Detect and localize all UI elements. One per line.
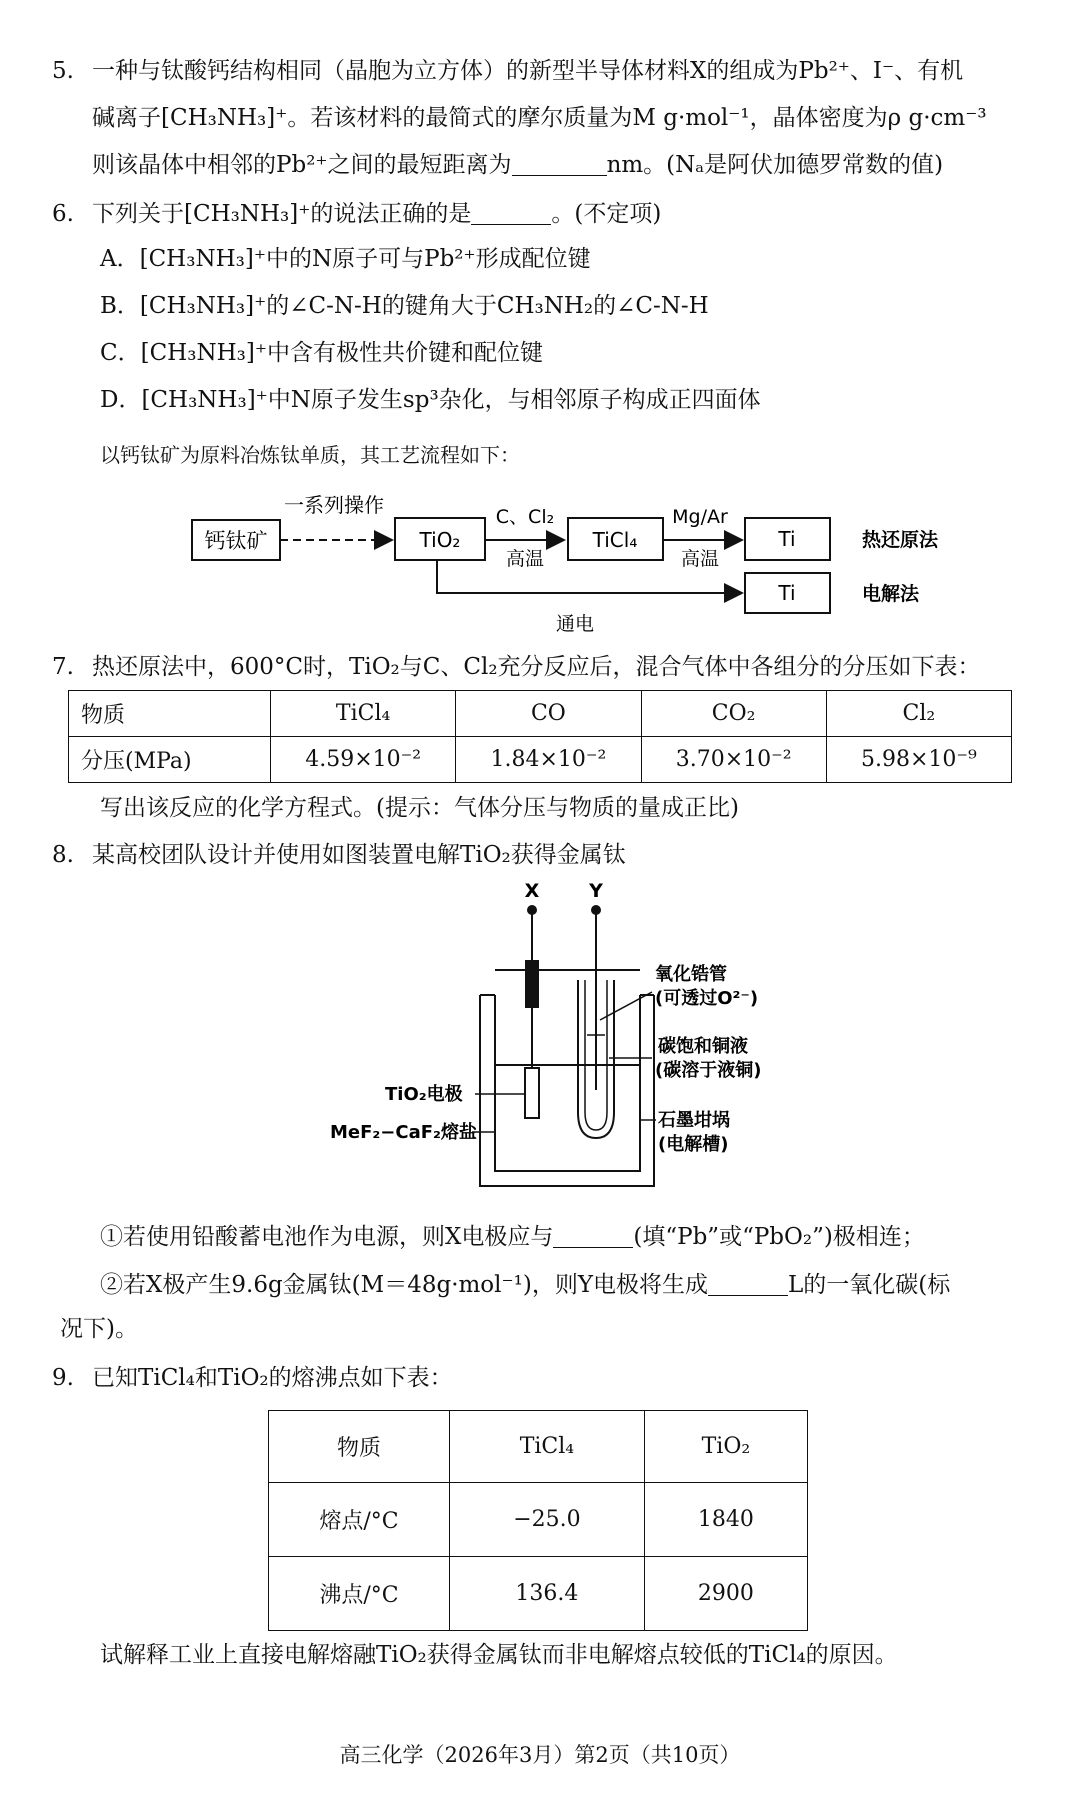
crucible-inner (495, 995, 640, 1171)
q8-sub2 (100, 1270, 950, 1300)
insulator-block (525, 960, 539, 1008)
q9-cell-2-0: 沸点/°C (269, 1557, 450, 1631)
salt-label: MeF₂−CaF₂熔盐 (330, 1122, 477, 1143)
q6-option-d: D．[CH₃NH₃]⁺中N原子发生sp³杂化，与相邻原子构成正四面体 (100, 387, 761, 413)
q8-sub2-blank[interactable] (708, 1273, 788, 1296)
q9-cell-0-1: TiCl₄ (450, 1411, 645, 1483)
crucible-label-2: (电解槽) (658, 1134, 729, 1155)
q9-cell-1-1: −25.0 (450, 1483, 645, 1557)
page-footer: 高三化学（2026年3月）第2页（共10页） (339, 1743, 741, 1767)
q5-text-1: 一种与钛酸钙结构相同（晶胞为立方体）的新型半导体材料X的组成为Pb²⁺、I⁻、有机 (92, 58, 964, 84)
terminal-x-label: X (524, 880, 540, 902)
q6-stem-a: 下列关于[CH₃NH₃]⁺的说法正确的是 (92, 201, 472, 227)
q5-number: 5. (52, 58, 74, 84)
q9-cell-2-1: 136.4 (450, 1557, 645, 1631)
q6-option-b: B．[CH₃NH₃]⁺的∠C-N-H的键角大于CH₃NH₂的∠C-N-H (100, 293, 709, 319)
q5-line-1 (52, 56, 963, 86)
q8-sub1-a: ①若使用铅酸蓄电池作为电源，则X电极应与 (100, 1224, 554, 1250)
q9-number: 9. (52, 1365, 74, 1391)
flow-cond2-bottom: 高温 (680, 548, 720, 570)
q9-stem-line (52, 1363, 453, 1393)
q7-table-header-row (69, 691, 1012, 737)
q9-task: 试解释工业上直接电解熔融TiO₂获得金属钛而非电解熔点较低的TiCl₄的原因。 (100, 1642, 898, 1668)
q9-cell-0-2: TiO₂ (644, 1411, 807, 1483)
q8-sub2-a: ②若X极产生9.6g金属钛(M＝48g·mol⁻¹)，则Y电极将生成 (100, 1272, 709, 1298)
terminal-y-label: Y (589, 880, 603, 902)
q8-sub2-b: L的一氧化碳(标 (788, 1272, 951, 1298)
flow-cond2-top: Mg/Ar (672, 506, 728, 528)
q7-task: 写出该反应的化学方程式。(提示：气体分压与物质的量成正比) (100, 795, 739, 821)
q9-cell-1-0: 熔点/°C (269, 1483, 450, 1557)
flow-ti-2: Ti (778, 581, 796, 605)
q7-stem: 热还原法中，600°C时，TiO₂与C、Cl₂充分反应后，混合气体中各组分的分压如下表： (92, 654, 981, 680)
flow-cond1-bottom: 高温 (505, 548, 545, 570)
flow-step1-label: 一系列操作 (284, 493, 384, 517)
q7-pressure-table (68, 690, 1012, 783)
flow-ticl4: TiCl₄ (592, 528, 638, 552)
q7-td-1: 4.59×10⁻² (271, 737, 456, 783)
q5-line-3 (92, 150, 943, 180)
q9-row-0 (269, 1411, 808, 1483)
q8-sub2-cont: 况下)。 (60, 1316, 138, 1342)
flow-cond1-top: C、Cl₂ (495, 506, 555, 528)
cu-label-2: (碳溶于液铜) (655, 1060, 762, 1081)
flow-intro: 以钙钛矿为原料冶炼钛单质，其工艺流程如下： (100, 443, 520, 467)
q7-stem-line (52, 652, 981, 682)
q6-stem (52, 199, 661, 229)
flow-cond3: 通电 (555, 613, 595, 635)
crucible-label-1: 石墨坩埚 (658, 1110, 730, 1131)
q9-stem: 已知TiCl₄和TiO₂的熔沸点如下表： (92, 1365, 453, 1391)
q9-cell-1-2: 1840 (644, 1483, 807, 1557)
tio2-electrode (525, 1068, 539, 1118)
q7-th-3: CO₂ (641, 691, 826, 737)
q5-text-3b: nm。(Nₐ是阿伏加德罗常数的值) (606, 152, 944, 178)
q9-row-1 (269, 1483, 808, 1557)
q7-th-2: CO (456, 691, 641, 737)
q7-number: 7. (52, 654, 74, 680)
q8-number: 8. (52, 842, 74, 868)
q9-cell-2-2: 2900 (644, 1557, 807, 1631)
q7-td-3: 3.70×10⁻² (641, 737, 826, 783)
q8-stem-line (52, 840, 626, 870)
q5-line-2: 碱离子[CH₃NH₃]⁺。若该材料的最简式的摩尔质量为M g·mol⁻¹，晶体密度为ρ g·cm⁻³ (92, 105, 987, 131)
flow-start: 钙钛矿 (204, 529, 268, 553)
q6-option-a: A．[CH₃NH₃]⁺中的N原子可与Pb²⁺形成配位键 (100, 246, 591, 272)
electrode-label: TiO₂电极 (385, 1084, 463, 1105)
process-flow-diagram (0, 480, 1080, 650)
q7-td-4: 5.98×10⁻⁹ (826, 737, 1011, 783)
q7-td-0: 分压(MPa) (69, 737, 271, 783)
q6-answer-blank[interactable] (471, 202, 551, 225)
cu-label-1: 碳饱和铜液 (658, 1036, 748, 1057)
q7-td-2: 1.84×10⁻² (456, 737, 641, 783)
electrolysis-apparatus-diagram (300, 880, 820, 1210)
flow-method2: 电解法 (862, 583, 920, 605)
q8-sub1 (100, 1222, 925, 1252)
zro2-label-2: (可透过O²⁻) (655, 988, 759, 1009)
q6-option-c: C．[CH₃NH₃]⁺中含有极性共价键和配位键 (100, 340, 543, 366)
flow-method1: 热还原法 (862, 529, 939, 551)
q7-th-0: 物质 (69, 691, 271, 737)
flow-tio2: TiO₂ (419, 528, 461, 552)
q8-sub1-b: (填“Pb”或“PbO₂”)极相连； (633, 1224, 925, 1250)
q7-th-1: TiCl₄ (271, 691, 456, 737)
q8-stem: 某高校团队设计并使用如图装置电解TiO₂获得金属钛 (92, 842, 626, 868)
q6-stem-b: 。(不定项) (551, 201, 662, 227)
flow-ti-1: Ti (778, 527, 796, 551)
q9-row-2 (269, 1557, 808, 1631)
q8-sub1-blank[interactable] (553, 1225, 633, 1248)
q9-cell-0-0: 物质 (269, 1411, 450, 1483)
q6-number: 6. (52, 201, 74, 227)
q9-melting-boiling-table (268, 1410, 808, 1631)
q7-table-row (69, 737, 1012, 783)
q5-answer-blank[interactable] (512, 153, 607, 176)
crucible-outer (480, 995, 654, 1186)
q7-th-4: Cl₂ (826, 691, 1011, 737)
q5-text-3a: 则该晶体中相邻的Pb²⁺之间的最短距离为 (92, 152, 512, 178)
zro2-label-1: 氧化锆管 (655, 964, 727, 985)
